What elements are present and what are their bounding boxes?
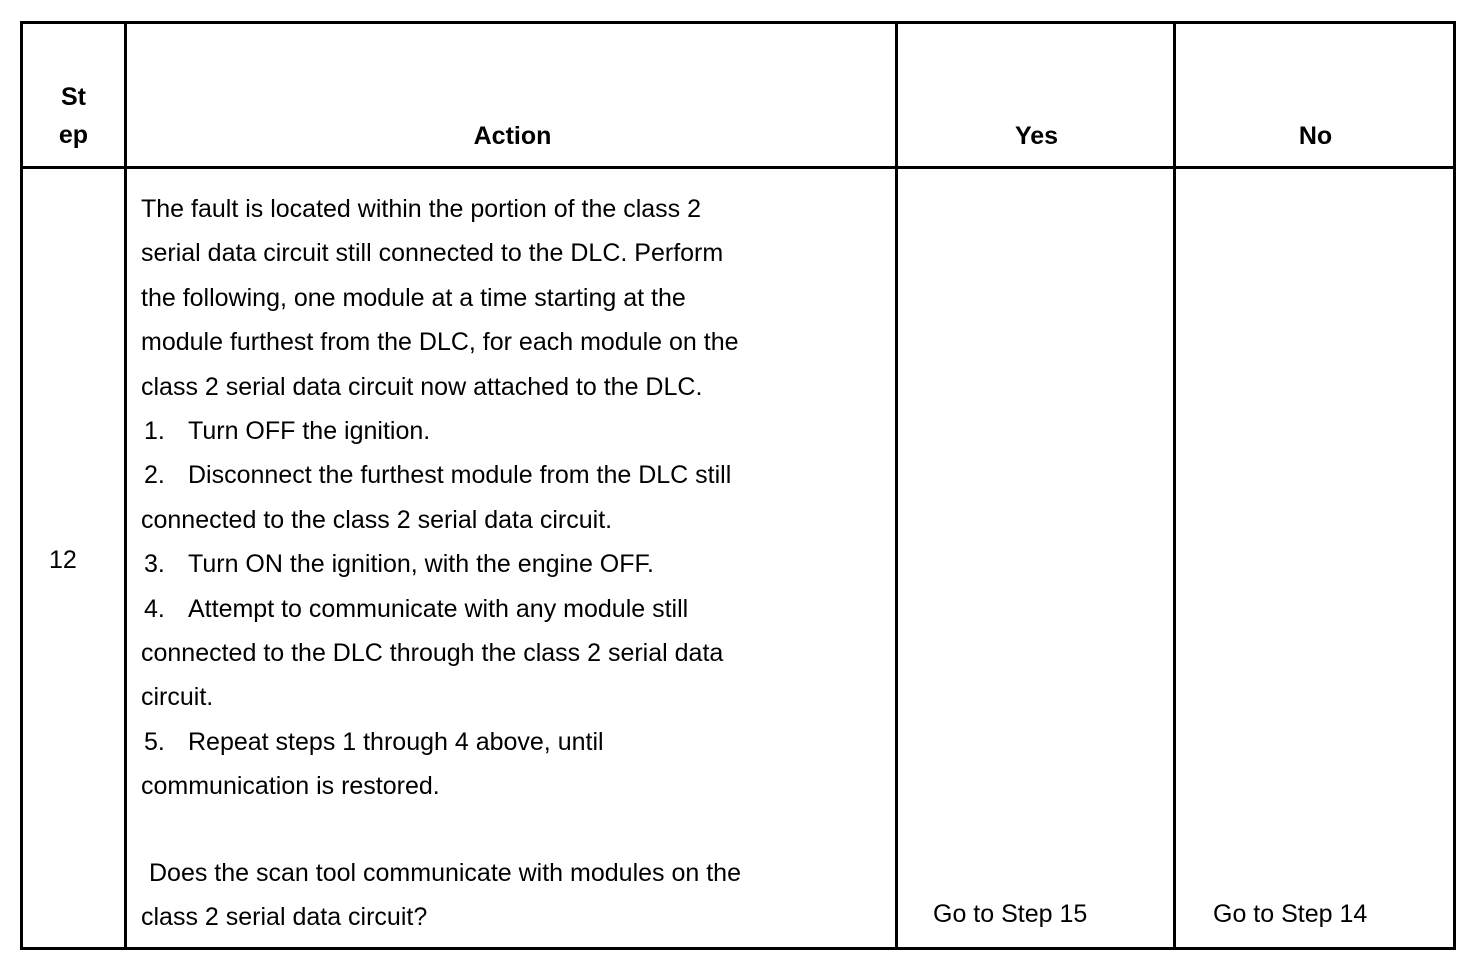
action-cell	[141, 187, 841, 940]
header-step: St ep	[58, 83, 89, 149]
header-action: Action	[473, 122, 552, 150]
step-item-text: Disconnect the furthest module from the DLC still	[188, 461, 732, 490]
diagnostic-table	[20, 21, 1456, 950]
step-item-text: Attempt to communicate with any module still	[188, 594, 689, 623]
action-step-item	[141, 587, 841, 631]
action-step-continuation: connected to the class 2 serial data circuit.	[141, 505, 613, 534]
action-intro-line: the following, one module at a time starting at the	[141, 283, 686, 312]
step-item-number: 1.	[144, 417, 165, 446]
action-step-item	[141, 720, 841, 764]
action-step-continuation: connected to the DLC through the class 2 serial data	[141, 639, 724, 668]
step-item-text: Repeat steps 1 through 4 above, until	[188, 727, 604, 756]
action-spacer	[141, 809, 841, 851]
step-number: 12	[49, 546, 77, 574]
step-item-text: Turn ON the ignition, with the engine OFF.	[188, 550, 654, 579]
action-question: Does the scan tool communicate with modules on the	[149, 858, 741, 887]
column-divider-step	[124, 24, 127, 947]
no-result: Go to Step 14	[1213, 900, 1368, 928]
action-intro-line: module furthest from the DLC, for each module on the	[141, 328, 739, 357]
step-item-number: 5.	[144, 727, 165, 756]
action-question-continuation: class 2 serial data circuit?	[141, 903, 428, 932]
action-intro-line: class 2 serial data circuit now attached to the DLC.	[141, 372, 703, 401]
action-intro-line: serial data circuit still connected to the DLC. Perform	[141, 239, 724, 268]
action-step-item	[141, 409, 841, 453]
column-divider-yes	[1173, 24, 1176, 947]
step-item-number: 2.	[144, 461, 165, 490]
step-item-number: 4.	[144, 594, 165, 623]
column-divider-action	[895, 24, 898, 947]
action-step-continuation: circuit.	[141, 683, 214, 712]
action-intro-line: The fault is located within the portion of the class 2	[141, 195, 702, 223]
yes-result: Go to Step 15	[933, 900, 1088, 928]
step-item-text: Turn OFF the ignition.	[188, 417, 431, 446]
header-divider	[23, 166, 1453, 169]
action-step-item	[141, 542, 841, 586]
action-step-item	[141, 453, 841, 497]
header-yes: Yes	[1014, 122, 1059, 150]
header-no: No	[1298, 122, 1333, 150]
step-item-number: 3.	[144, 550, 165, 579]
action-step-continuation: communication is restored.	[141, 772, 440, 801]
